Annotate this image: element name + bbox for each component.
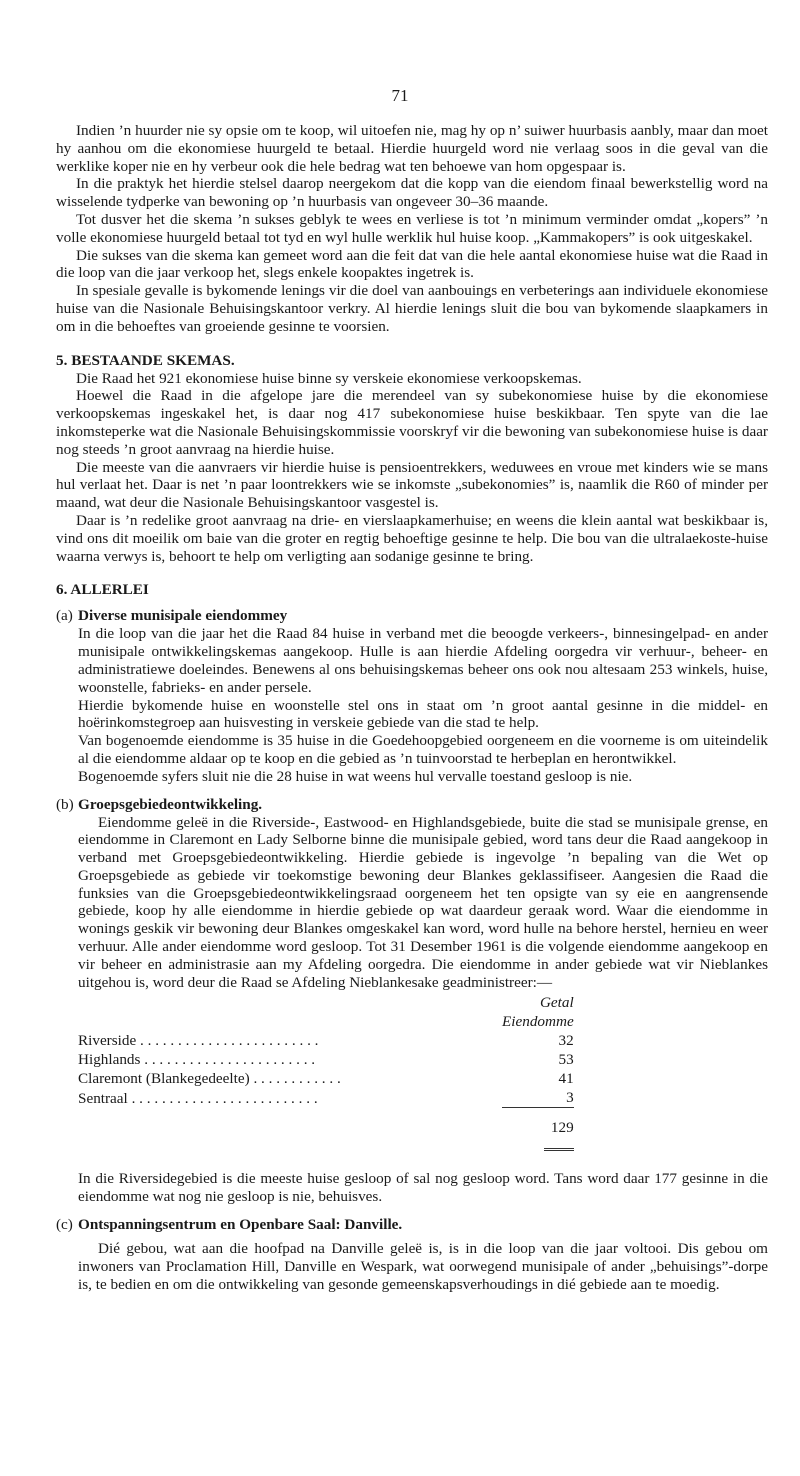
double-underline [544, 1148, 574, 1151]
section-5-paragraph: Die meeste van die aanvraers vir hierdie huise is pensioentrekkers, weduwees en vroue met kinders wie se mans hul verlaat het. Daar is net ’n paar loontrekkers wie se inkomste „subekonomies” is, naamlik die R60 of minder per maand, wat deur die Nasionale Behuisingskantoor vasgestel is. [56, 458, 768, 512]
section-5-paragraph: Daar is ’n redelike groot aanvraag na drie- en vierslaapkamerhuise; en weens die klein aantal wat beskikbaar is, vind ons dit moeilik om baie van die groter en regtig behoeftige gesinne te help. Die bou van die ultralaekoste-huise waarna verwys is, behoort te help om verligting aan sodanige gesinne te bring. [56, 511, 768, 565]
row-name: Claremont (Blankegedeelte) [78, 1070, 250, 1088]
row-name: Highlands [78, 1051, 141, 1069]
intro-paragraph: In die praktyk het hierdie stelsel daarop neergekom dat die kopp van die eiendom finaal bewerkstellig word na wisselende tydperke van bewoning op ’n huurbasis van ongeveer 30–36 maande. [56, 175, 768, 211]
table-col-head-2: Eiendomme [502, 1013, 574, 1031]
subsection-b-paragraph: Eiendomme geleë in die Riverside-, Eastwood- en Highlandsgebiede, buite die stad se munisipale grense, en eiendomme in Claremont en Lady Selborne binne die munisipale gebied, word tans deur die Raad aangekoop in verband met Groepsgebiedeontwikkeling. Hierdie gebiede is ingevolge ’n bepaling van die Wet op Groepsgebiede as gebiede vir toekomstige bewoning deur Blankes geklassifiseer. Aangesien die Raad die funksies van die Groepsgebiedeontwikkelingsraad oorgeneem het ten opsigte van sy eie en aangrensende gebiede, koop hy alle eiendomme in hierdie gebiede op wat daardeur geraak word. Waar die eiendomme in wonings geskik vir bewoning deur Blankes omgeskakel kan word, word hulle na behore herstel, hernieu en weer verhuur. Alle ander eiendomme word gesloop. Tot 31 Desember 1961 is die volgende eiendomme aangekoop en vir beheer en administrasie aan my Afdeling oorgedra. Die eiendomme in ander gebiede wat vir Nieblankes uitgehou is, word deur die Raad se Afdeling Nieblankesake geadministreer:— [78, 813, 768, 991]
row-name: Sentraal [78, 1089, 128, 1107]
section-5-paragraph: Hoewel die Raad in die afgelope jare die merendeel van sy subekonomiese huise by die ekonomiese verkoopskemas ingeskakel het, is daar nog 417 subekonomiese huise beskikbaar. Ten spyte van die lae inkomsteperke wat die Nasionale Behuisingskommissie voorskryf vir die bewoning van subekonomiese huise is daar nog steeds ’n groot aanvraag na hierdie huise. [56, 387, 768, 458]
subsection-a-paragraph: In die loop van die jaar het die Raad 84 huise in verband met die beoogde verkeers-, binnesingelpad- en ander munisipale ontwikkelingskemas aangekoop. Hulle is aan hierdie Afdeling oorgedra vir verhuur-, beheer- en administratiewe doeleindes. Benewens al ons behuisingskemas beheer ons ook nou altesaam 253 winkels, huise, woonstelle, fabrieks- en ander persele. [78, 625, 768, 696]
subsection-c-title: Ontspanningsentrum en Openbare Saal: Danville. [78, 1216, 403, 1234]
subsection-b-after: In die Riversidegebied is die meeste huise gesloop of sal nog gesloop word. Tans word daar 177 gesinne in die eiendomme wat nog nie gesloop is nie, behuisves. [78, 1170, 768, 1206]
intro-section [56, 122, 768, 336]
table-col-head-1: Getal [539, 994, 574, 1012]
subsection-c-label: (c) [56, 1216, 73, 1234]
subsection-b-title: Groepsgebiedeontwikkeling. [78, 795, 263, 813]
intro-paragraph: Tot dusver het die skema ’n sukses geblyk te wees en verliese is tot ’n minimum verminder omdat „kopers” ’n volle ekonomiese huurgeld betaal tot tyd en wyl hulle werklik hul huise koop. „Kammakopers” is ook uitgeskakel. [56, 210, 768, 246]
document-body [56, 122, 768, 1293]
subsection-b [56, 796, 768, 1207]
row-value: 41 [558, 1070, 574, 1088]
section-6 [56, 581, 768, 1293]
table-total-row [78, 1108, 574, 1138]
subsection-a-paragraph: Bogenoemde syfers sluit nie die 28 huise in wat weens hul vervalle toestand gesloop is nie. [78, 767, 633, 785]
table-row: Sentraal . . . . . . . . . . . . . . . . . . . . . . . . . 3 [78, 1089, 574, 1107]
total-value: 129 [550, 1119, 574, 1137]
section-5 [56, 352, 768, 566]
subsection-a-paragraph: Van bogenoemde eiendomme is 35 huise in die Goedehoopgebied oorgeneem en die voorneme is om uiteindelik al die eiendomme aldaar op te koop en die gebied as ’n tuinvoorstad te herbeplan en herontwikkel. [78, 732, 768, 767]
subsection-a-label: (a) [56, 607, 73, 625]
subsection-a-title: Diverse munisipale eiendommey [78, 607, 288, 625]
intro-paragraph: In spesiale gevalle is bykomende lenings vir die doel van aanbouings en verbeterings aan individuele ekonomiese huise van die Nasionale Behuisingskantoor verkry. Al hierdie lenings sluit die bou van bykomende slaapkamers in om in die behoeftes van groeiende gesinne te voorsien. [56, 282, 768, 335]
table-row: Riverside . . . . . . . . . . . . . . . . . . . . . . . . 32 [78, 1032, 574, 1050]
table-row: Claremont (Blankegedeelte) . . . . . . . . . . . . 41 [78, 1070, 574, 1088]
row-value: 53 [558, 1051, 574, 1069]
subsection-c-paragraph: Dié gebou, wat aan die hoofpad na Danville geleë is, is in die loop van die jaar voltooi. Dis gebou om inwoners van Proclamation Hill, Danville en Wespark, wat oorwegend munisipale of ander „behuisings”-dorpe is, te bedien en om die ontwikkeling van gesonde gemeenskapsverhoudings in dié gebiede aan te moedig. [78, 1240, 768, 1293]
row-value: 32 [558, 1032, 574, 1050]
section-5-paragraph: Die Raad het 921 ekonomiese huise binne sy verskeie ekonomiese verkoopskemas. [76, 369, 582, 387]
intro-paragraph: Indien ’n huurder nie sy opsie om te koop, wil uitoefen nie, mag hy op n’ suiwer huurbasis aanbly, maar dan moet hy aanhou om die ekonomiese huurgeld te betaal. Hierdie huurgeld word nie verlaag soos in die geval van die werklike koper nie en hy verbeur ook die hele bedrag wat ten behoewe van hom opgespaar is. [56, 122, 768, 175]
row-value: 3 [566, 1089, 574, 1107]
subsection-c [56, 1216, 768, 1293]
table-total [502, 1108, 574, 1138]
row-name: Riverside [78, 1032, 137, 1050]
subsection-a-paragraph: Hierdie bykomende huise en woonstelle stel ons in staat om ’n groot aantal gesinne in die middel- en hoërinkomstegroep aan huisvesting in verskeie gebiede van die stad te help. [78, 696, 768, 732]
properties-table [78, 993, 574, 1156]
section-5-heading: 5. BESTAANDE SKEMAS. [56, 351, 235, 369]
page-number: 71 [391, 86, 409, 105]
table-row: Highlands . . . . . . . . . . . . . . . . . . . . . . . 53 [78, 1051, 574, 1069]
intro-paragraph: Die sukses van die skema kan gemeet word aan die feit dat van die hele aantal ekonomiese huise wat die Raad in die loop van die jaar verkoop het, slegs enkele koopaktes ingetrek is. [56, 246, 768, 282]
section-6-heading: 6. ALLERLEI [56, 581, 149, 599]
subsection-b-label: (b) [56, 795, 74, 813]
subsection-a [56, 607, 768, 785]
